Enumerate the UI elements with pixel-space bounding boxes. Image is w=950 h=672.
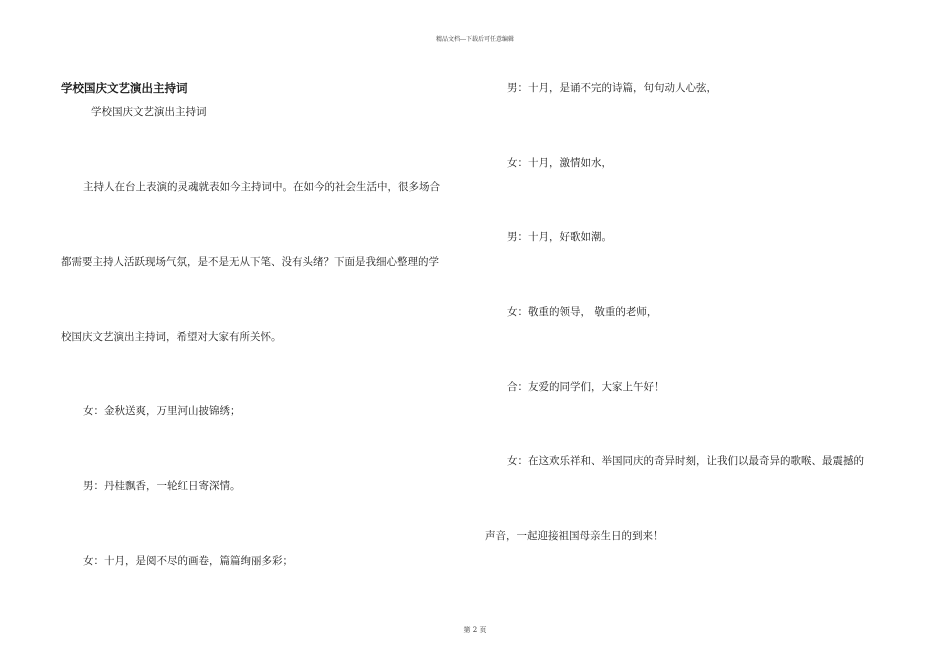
dialogue-line: 女：敬重的领导， 敬重的老师， bbox=[507, 306, 658, 318]
dialogue-line: 声音，一起迎接祖国母亲生日的到来！ bbox=[485, 530, 664, 542]
dialogue-line: 男：十月，好歌如潮。 bbox=[507, 231, 612, 243]
page-header: 精品文档---下载后可任意编辑 bbox=[435, 36, 515, 43]
document-title: 学校国庆文艺演出主持词 bbox=[61, 81, 188, 95]
dialogue-line: 男：十月，是诵不完的诗篇，句句动人心弦， bbox=[507, 82, 717, 94]
dialogue-line: 合：友爱的同学们，大家上午好！ bbox=[507, 381, 665, 393]
dialogue-line: 女：十月，是阅不尽的画卷，篇篇绚丽多彩； bbox=[83, 555, 293, 567]
intro-paragraph-line-3: 校国庆文艺演出主持词，希望对大家有所关怀。 bbox=[61, 331, 282, 343]
dialogue-line: 男：丹桂飘香，一轮红日寄深情。 bbox=[83, 480, 241, 492]
dialogue-line: 女：在这欢乐祥和、举国同庆的奇异时刻，让我们以最奇异的歌喉、最震撼的 bbox=[507, 455, 864, 467]
intro-paragraph-line-2: 都需要主持人活跃现场气氛，是不是无从下笔、没有头绪？下面是我细心整理的学 bbox=[61, 256, 439, 268]
dialogue-line: 女：十月，激情如水， bbox=[507, 157, 612, 169]
page-footer: 第 2 页 bbox=[463, 626, 487, 634]
intro-paragraph-line-1: 主持人在台上表演的灵魂就表如今主持词中。在如今的社会生活中，很多场合 bbox=[83, 181, 440, 193]
dialogue-line: 女：金秋送爽，万里河山披锦绣； bbox=[83, 405, 241, 417]
document-subtitle: 学校国庆文艺演出主持词 bbox=[91, 106, 207, 118]
